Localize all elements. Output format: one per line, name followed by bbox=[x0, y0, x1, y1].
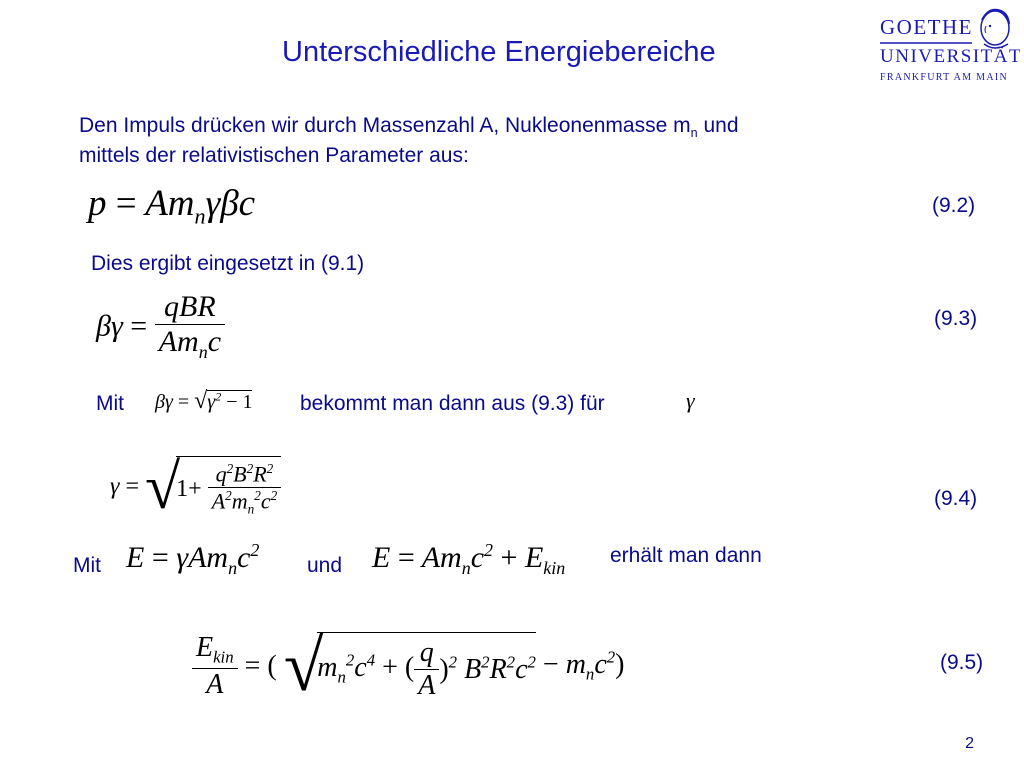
equation-total-energy: $E = \gamma Am_nc^2$ bbox=[126, 540, 260, 578]
mit-label-1: Mit bbox=[96, 392, 124, 415]
mit-label-2: Mit bbox=[73, 554, 101, 577]
intro-line1-suffix: und bbox=[697, 114, 739, 137]
gamma-symbol: γ bbox=[686, 388, 695, 413]
equation-number-9-5: (9.5) bbox=[940, 651, 984, 674]
equation-number-9-3: (9.3) bbox=[934, 307, 978, 330]
mit-text-1: bekommt man dann aus (9.3) für bbox=[300, 392, 605, 415]
equation-9-4: γ = √1+ $\frac{q^2B^2R^2}{A^2m_n^2c^2}$ bbox=[110, 450, 281, 524]
equation-9-2: $p = Am_n\gamma\beta c$ bbox=[88, 183, 256, 229]
logo-line2: UNIVERSITÄT bbox=[880, 46, 1020, 67]
text-dies-ergibt: Dies ergibt eingesetzt in (9.1) bbox=[91, 252, 365, 275]
intro-line1-sub: n bbox=[690, 126, 698, 141]
equation-betagamma-identity: $\beta\gamma = √\gamma^2 - 1$ bbox=[155, 388, 253, 414]
intro-line1-prefix: Den Impuls drücken wir durch Massenzahl A, Nukleonenmasse m bbox=[79, 114, 691, 137]
equation-9-3: βγ = $\frac{\text{qBR}}{Am_nc}$ bbox=[96, 290, 225, 363]
und-label: und bbox=[307, 554, 343, 577]
intro-line2: mittels der relativistischen Parameter aus: bbox=[79, 144, 469, 168]
mit-text-2: erhält man dann bbox=[610, 544, 762, 567]
equation-number-9-4: (9.4) bbox=[934, 487, 978, 510]
page-number: 2 bbox=[965, 735, 974, 752]
equation-number-9-2: (9.2) bbox=[932, 194, 976, 217]
university-logo bbox=[880, 6, 1020, 86]
page-title: Unterschiedliche Energiebereiche bbox=[282, 36, 716, 68]
logo-line1: GOETHE bbox=[880, 15, 973, 39]
logo-line3: FRANKFURT AM MAIN bbox=[880, 72, 1009, 83]
goethe-portrait-icon bbox=[981, 10, 1009, 48]
intro-paragraph bbox=[79, 114, 739, 168]
equation-9-5: $\frac{E_{kin}}{A}$ = ( $√m_n^2c^4$ + ( $\frac{q}{A}$ )$^2$ $B^2R^2c^2 - m_nc^2$) bbox=[192, 625, 624, 708]
equation-kinetic-energy-definition: $E = Am_nc^2 + E_{kin}$ bbox=[372, 540, 566, 578]
